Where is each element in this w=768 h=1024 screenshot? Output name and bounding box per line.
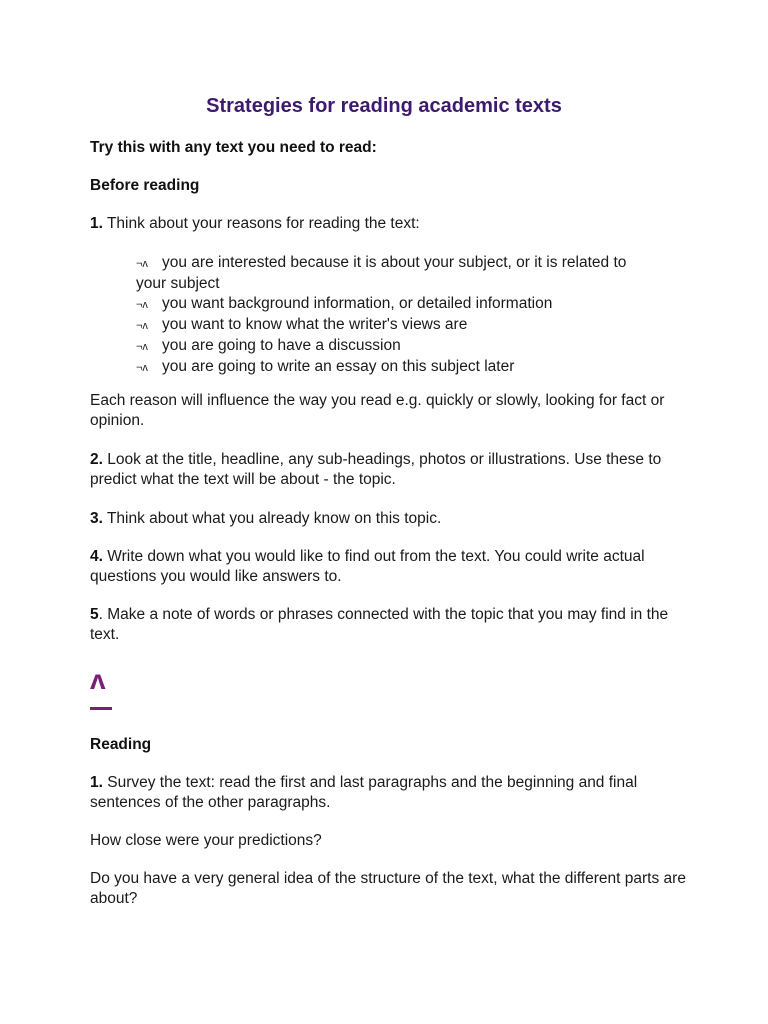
- document-title: Strategies for reading academic texts: [206, 95, 562, 117]
- list-item-text: you are interested because it is about your subject, or it is related to: [162, 254, 627, 271]
- step-text: Think about what you already know on this topic.: [102, 510, 442, 527]
- list-item: [136, 357, 696, 378]
- step-text: Survey the text: read the first and last paragraphs and the beginning and final sentences of the other paragraphs.: [90, 774, 638, 811]
- list-item: [136, 315, 696, 336]
- question-paragraph: How close were your predictions?: [90, 832, 322, 849]
- section-heading-before-reading: Before reading: [90, 177, 200, 194]
- list-item-text: you want background information, or detailed information: [162, 295, 553, 312]
- step-paragraph: [90, 450, 690, 490]
- step-text: . Make a note of words or phrases connected with the topic that you may find in the text.: [90, 606, 669, 643]
- list-item-continuation: [136, 274, 696, 294]
- reasons-list: [136, 253, 696, 378]
- list-item-text: you want to know what the writer's views are: [162, 316, 468, 333]
- bullet-icon: ¬ʌ: [136, 299, 148, 311]
- list-item: [136, 253, 696, 274]
- step-paragraph: [90, 605, 690, 645]
- step-text: Think about your reasons for reading the text:: [102, 215, 420, 232]
- step-number: 4.: [90, 548, 103, 565]
- step-number: 1.: [90, 215, 103, 232]
- list-item-text: you are going to have a discussion: [162, 337, 401, 354]
- bullet-icon: ¬ʌ: [136, 341, 148, 353]
- question-paragraph: Do you have a very general idea of the structure of the text, what the different parts are about?: [90, 870, 686, 907]
- step-paragraph: [90, 214, 690, 234]
- step-number: 3.: [90, 510, 103, 527]
- bullet-icon: ¬ʌ: [136, 320, 148, 332]
- intro-text: Try this with any text you need to read:: [90, 139, 377, 156]
- step-paragraph: [90, 509, 690, 529]
- section-divider-icon: ʌ: [90, 664, 106, 695]
- bullet-icon: ¬ʌ: [136, 362, 148, 374]
- section-heading-reading: Reading: [90, 736, 152, 753]
- step-paragraph: [90, 773, 690, 813]
- section-divider-rule: [90, 707, 112, 710]
- bullet-icon: ¬ʌ: [136, 258, 148, 270]
- step-paragraph: [90, 547, 690, 587]
- list-item-text: you are going to write an essay on this subject later: [162, 358, 515, 375]
- list-item-text: your subject: [136, 275, 220, 292]
- step-number: 1.: [90, 774, 103, 791]
- list-item: [136, 336, 696, 357]
- step-text: Look at the title, headline, any sub-headings, photos or illustrations. Use these to predict what the text will be about - the topic.: [90, 451, 662, 488]
- list-item: [136, 294, 696, 315]
- step-number: 2.: [90, 451, 103, 468]
- reason-paragraph: Each reason will influence the way you read e.g. quickly or slowly, looking for fact or opinion.: [90, 392, 665, 429]
- step-number: 5: [90, 606, 99, 623]
- step-text: Write down what you would like to find out from the text. You could write actual questions you would like answers to.: [90, 548, 645, 585]
